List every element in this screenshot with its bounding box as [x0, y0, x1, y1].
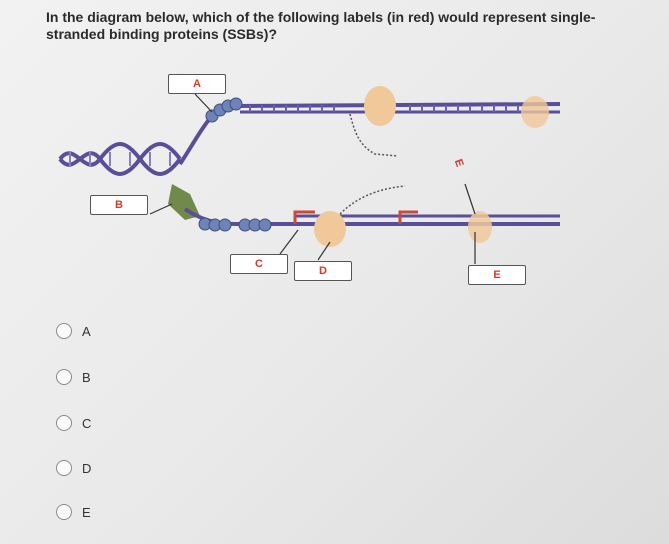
option-e[interactable]	[56, 504, 91, 520]
radio-button-e[interactable]	[56, 504, 72, 520]
label-c: C	[230, 254, 288, 274]
option-b[interactable]	[56, 369, 91, 385]
replication-fork-svg	[50, 64, 570, 284]
polymerase-top	[364, 86, 396, 126]
option-e-label: E	[82, 504, 91, 520]
dna-replication-diagram	[50, 64, 570, 284]
polymerase-top-right	[521, 96, 549, 128]
rna-fragment-bottom	[340, 186, 405, 214]
label-a: A	[168, 74, 226, 94]
question-line-1: In the diagram below, which of the following labels (in red) would represent single-	[46, 9, 596, 25]
double-helix	[60, 144, 180, 174]
option-d[interactable]	[56, 460, 91, 476]
radio-button-c[interactable]	[56, 415, 72, 431]
label-e-rotated: E	[451, 157, 466, 169]
question-line-2: stranded binding proteins (SSBs)?	[46, 26, 278, 42]
radio-button-b[interactable]	[56, 369, 72, 385]
ssb-top	[206, 98, 242, 122]
option-c-label: C	[82, 415, 92, 431]
label-b: B	[90, 195, 148, 215]
leader-lines	[150, 94, 475, 264]
option-b-label: B	[82, 369, 91, 385]
polymerase-bottom	[314, 211, 346, 247]
option-a-label: A	[82, 323, 91, 339]
label-e: E	[468, 265, 526, 285]
radio-button-d[interactable]	[56, 460, 72, 476]
option-a[interactable]	[56, 323, 91, 339]
label-d: D	[294, 261, 352, 281]
radio-button-a[interactable]	[56, 323, 72, 339]
question-text	[46, 9, 646, 43]
option-c[interactable]	[56, 415, 91, 431]
polymerase-bottom-right	[468, 211, 492, 243]
option-d-label: D	[82, 460, 92, 476]
